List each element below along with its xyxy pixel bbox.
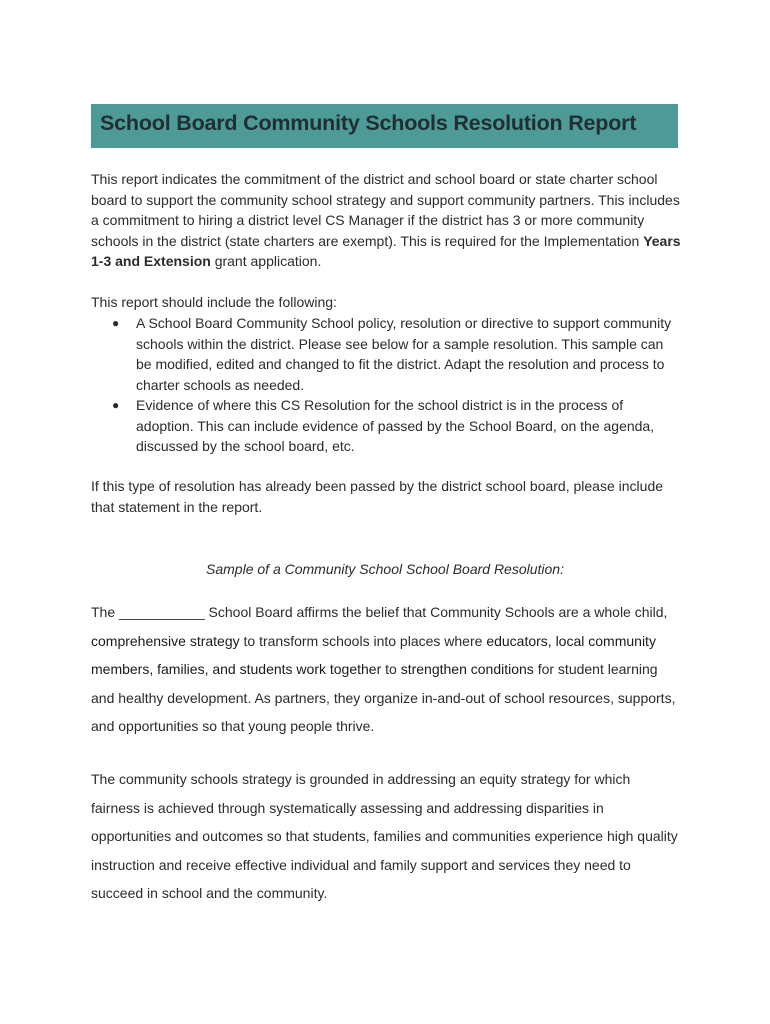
resolution-text: to transform schools into places where — [239, 632, 487, 649]
resolution-keyword: educators, local community members, families, and students work together — [91, 632, 656, 678]
sample-heading: Sample of a Community School School Board Resolution: — [206, 561, 564, 577]
already-passed-paragraph: If this type of resolution has already been passed by the district school board, please include that statement in the report. — [91, 478, 664, 515]
list-item-text: Evidence of where this CS Resolution for the school district is in the process of adoption. This can include evidence of passed by the School Board, on the agenda, discussed by the school board, etc. — [136, 397, 655, 454]
page-title: School Board Community Schools Resolution Report — [100, 111, 637, 135]
resolution-keyword: comprehensive strategy — [91, 632, 240, 649]
resolution-text: for student learning and healthy development. As partners, they organize in-and-out of school resources, supports, and opportunities so that young people thrive. — [91, 661, 676, 735]
include-lead: This report should include the following: — [91, 294, 337, 310]
bullet-icon: ● — [112, 398, 120, 412]
equity-paragraph: The community schools strategy is grounded in addressing an equity strategy for which fairness is achieved through systematically assessing and addressing disparities in opportunities and outcomes so that students, families and communities experience high quality instruction and receive effective individual and family support and services they need to succeed in school and the community. — [91, 771, 678, 902]
intro-text-end: grant application. — [210, 253, 322, 269]
intro-text: This report indicates the commitment of the district and school board or state charter school board to support the community school strategy and support community partners. This includes a commitment to hiring a district level CS Manager if the district has 3 or more community schools in the district (state charters are exempt). This is required for the Implementation — [91, 171, 680, 249]
requirements-list — [91, 313, 681, 457]
resolution-paragraph — [91, 598, 681, 741]
resolution-text: to — [381, 661, 401, 678]
bullet-icon: ● — [112, 316, 120, 330]
list-item — [91, 395, 681, 457]
intro-emphasis: Years 1-3 and Extension — [91, 232, 681, 269]
list-item-text: A School Board Community School policy, resolution or directive to support community schools within the district. Please see below for a sample resolution. This sample can be modified, edited and changed to fit the district. Adapt the resolution and process to charter schools as needed. — [136, 315, 672, 393]
resolution-text: The ___________ School Board affirms the belief that Community Schools are a whole child, — [91, 604, 668, 620]
intro-paragraph — [91, 169, 681, 272]
resolution-keyword: strengthen conditions — [400, 661, 534, 678]
list-item — [91, 313, 681, 395]
